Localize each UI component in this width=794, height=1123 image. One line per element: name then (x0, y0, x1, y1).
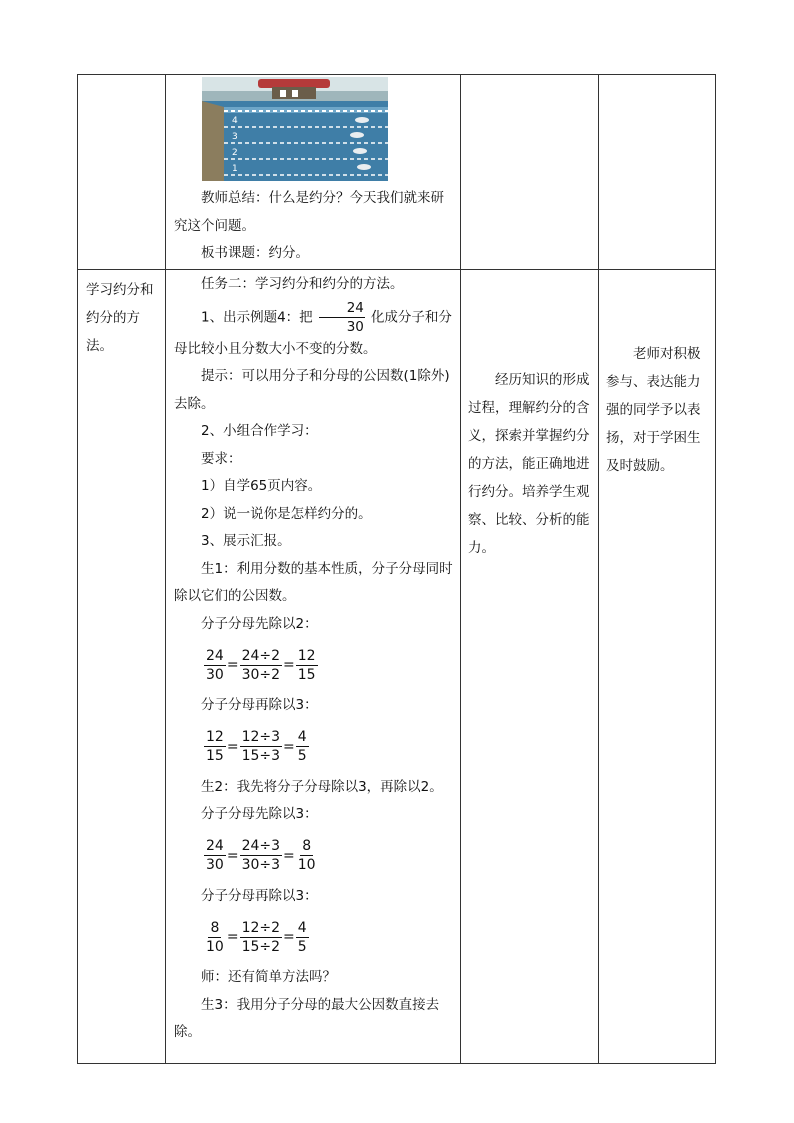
fraction (204, 728, 226, 765)
equals-sign: = (283, 738, 295, 755)
student-3: 生3：我用分子分母的最大公因数直接去除。 (174, 996, 440, 1040)
fraction-numerator: 12÷3 (241, 729, 281, 745)
equals-sign: = (283, 929, 295, 945)
fraction-numerator: 12 (297, 647, 316, 664)
empty-cell (461, 75, 599, 270)
example-line (166, 299, 460, 364)
step-text: 分子分母再除以3： (201, 697, 318, 713)
fraction (240, 837, 282, 874)
equals-sign: = (226, 657, 239, 673)
fraction (240, 919, 282, 956)
equation (166, 720, 460, 774)
equation (166, 829, 460, 883)
fraction-denominator: 30 (206, 857, 224, 873)
evaluation-cell (599, 270, 716, 1064)
student-1: 生1：利用分数的基本性质，分子分母同时除以它们的公因数。 (174, 560, 453, 604)
example-prefix: 1、出示例题4：把 (201, 309, 313, 325)
fraction-numerator: 4 (297, 729, 307, 745)
lane-label: 3 (232, 132, 238, 142)
empty-cell (78, 75, 166, 270)
equals-sign: = (283, 657, 295, 673)
fraction-numerator: 12 (206, 729, 224, 745)
teacher-summary: 教师总结：什么是约分？今天我们就来研究这个问题。 (174, 190, 444, 234)
goal-cell (461, 270, 599, 1064)
lane-label: 2 (232, 148, 238, 158)
equation (166, 910, 460, 964)
hint: 提示：可以用分子和分母的公因数(1除外)去除。 (174, 368, 450, 412)
fraction-numerator: 24÷2 (241, 647, 281, 664)
equals-sign: = (283, 847, 295, 864)
fraction-denominator: 30 (346, 318, 364, 335)
fraction-numerator: 24 (319, 299, 365, 318)
fraction-numerator: 24÷3 (241, 838, 281, 854)
evaluation-text: 老师对积极参与、表达能力强的同学予以表扬，对于学困生及时鼓励。 (606, 346, 701, 474)
fraction-numerator: 24 (206, 838, 224, 854)
fraction-denominator: 15 (206, 748, 224, 764)
fraction-denominator: 5 (297, 938, 307, 955)
content-cell (166, 75, 461, 270)
teacher-question: 师：还有简单方法吗？ (201, 969, 336, 985)
process-cell (166, 270, 461, 1064)
fraction-denominator: 30 (206, 666, 224, 683)
fraction (296, 728, 309, 765)
fraction-denominator: 15 (297, 666, 316, 683)
table-row (78, 270, 716, 1064)
fraction-denominator: 15÷3 (241, 748, 281, 764)
fraction-denominator: 5 (297, 748, 307, 764)
equals-sign: = (226, 847, 239, 864)
fraction-denominator: 10 (297, 857, 316, 873)
fraction (296, 919, 309, 956)
equals-sign: = (226, 738, 239, 755)
empty-cell (599, 75, 716, 270)
example-fraction (319, 299, 365, 336)
fraction-numerator: 4 (297, 919, 307, 936)
fraction-denominator: 30÷2 (241, 666, 281, 683)
step-text: 分子分母再除以3： (201, 887, 318, 904)
fraction (204, 647, 226, 684)
step-text: 分子分母先除以3： (201, 806, 318, 822)
task-label: 学习约分和约分的方法。 (86, 282, 154, 354)
fraction (240, 728, 282, 765)
student-2: 生2：我先将分子分母除以3，再除以2。 (201, 778, 443, 795)
lane-label: 4 (232, 116, 238, 126)
requirement-item: 1）自学65页内容。 (201, 478, 322, 494)
lane-label: 1 (232, 164, 238, 174)
design-intent: 经历知识的形成过程，理解约分的含义，探索并掌握约分的方法，能正确地进行约分。培养学生观察、比较、分析的能力。 (468, 372, 590, 556)
equation (166, 638, 460, 692)
fraction (240, 647, 282, 684)
fraction-numerator: 8 (302, 838, 312, 854)
fraction (204, 837, 226, 874)
lesson-plan-table (77, 74, 716, 1064)
table-row (78, 75, 716, 270)
fraction (204, 919, 226, 956)
show-report: 3、展示汇报。 (201, 533, 291, 549)
fraction (296, 647, 318, 684)
fraction-denominator: 15÷2 (241, 938, 281, 955)
fraction-numerator: 8 (210, 919, 220, 936)
requirement: 要求： (201, 450, 242, 467)
swimming-pool-illustration (202, 77, 388, 181)
task-label-cell (78, 270, 166, 1064)
fraction-denominator: 10 (206, 938, 224, 955)
task-title: 任务二：学习约分和约分的方法。 (201, 276, 404, 292)
fraction-numerator: 12÷2 (241, 919, 281, 936)
step-text: 分子分母先除以2： (201, 615, 318, 632)
fraction (296, 837, 318, 874)
group-study: 2、小组合作学习： (201, 423, 318, 439)
equals-sign: = (226, 929, 239, 945)
board-title: 板书课题：约分。 (201, 245, 309, 261)
example-suffix: 化成分子和分母比较小且分数大小不变的分数。 (174, 309, 452, 357)
requirement-item: 2）说一说你是怎样约分的。 (201, 505, 372, 522)
fraction-numerator: 24 (206, 647, 224, 664)
fraction-denominator: 30÷3 (241, 857, 281, 873)
